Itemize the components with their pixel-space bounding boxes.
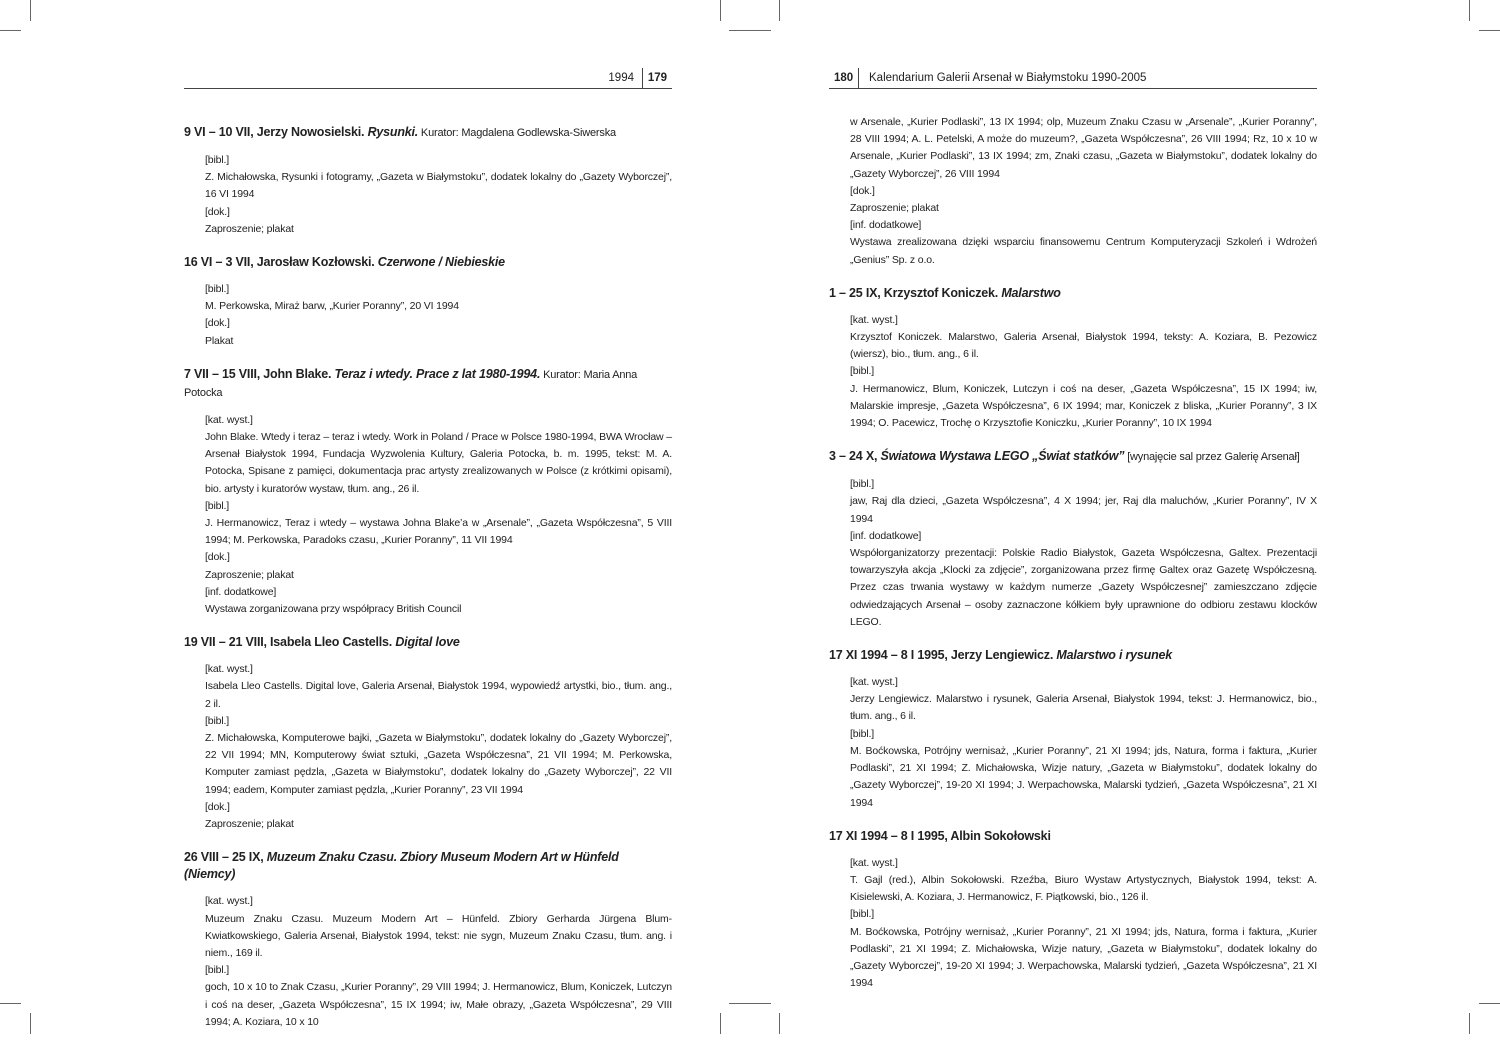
entry-title [184, 634, 672, 651]
section-text: Wystawa zrealizowana dzięki wsparciu finansowemu Centrum Komputeryzacji Szkoleń i Wdrożeń „Genius” Sp. z o.o. [850, 236, 1317, 266]
crop-mark [1469, 0, 1470, 21]
section-text: Zaproszenie; plakat [850, 202, 939, 215]
entry-body [829, 312, 1317, 432]
entry-body [184, 661, 672, 833]
page-number: 180 [834, 72, 854, 84]
entry-title [184, 254, 672, 271]
crop-mark [1479, 30, 1500, 31]
crop-mark [0, 30, 21, 31]
section-label: [kat. wyst.] [850, 313, 898, 326]
entry-title [829, 285, 1317, 302]
crop-mark [720, 0, 721, 21]
section-label: [kat. wyst.] [850, 676, 898, 689]
entry-body [829, 476, 1317, 631]
crop-mark [729, 1003, 771, 1004]
entry-title-note: [wynajęcie sal przez Galerię Arsenał] [1124, 451, 1300, 464]
crop-mark [30, 0, 31, 21]
section-label: [bibl.] [205, 154, 230, 166]
header-divider [642, 68, 643, 88]
entry-body [829, 674, 1317, 812]
crop-mark [779, 0, 780, 21]
section-label: [kat. wyst.] [850, 856, 898, 869]
section-text: J. Hermanowicz, Blum, Koniczek, Lutczyn i coś na deser, „Gazeta Współczesna”, 15 IX 1994; iw, Malarskie impresje, „Gazeta Współczesna”, 6 IX 1994; mar, Koniczek z bliska, „Kurier Poranny”, 3 IX 1994; O. Pacewicz, Trochę o Krzysztofie Koniczku, „Kurier Poranny”, 10 IX 1994 [850, 382, 1317, 430]
section-text: Z. Michałowska, Komputerowe bajki, „Gazeta w Białymstoku”, dodatek lokalny do „Gazety Wyborczej”, 22 VII 1994; MN, Komputerowy świat sztuki, „Gazeta Współczesna”, 21 VII 1994; M. Perkowska, Komputer zamiast pędzla, „Gazeta w Białymstoku”, dodatek lokalny do „Gazety Wyborczej”, 22 VII 1994; eadem, Komputer zamiast pędzla, „Kurier Poranny”, 23 VII 1994 [205, 732, 672, 796]
exhibition-entry [829, 828, 1317, 993]
entry-body [184, 412, 672, 618]
header-divider [858, 68, 859, 88]
section-text: J. Hermanowicz, Teraz i wtedy – wystawa Johna Blake’a w „Arsenale”, „Gazeta Współczesna”, 5 VIII 1994; M. Perkowska, Paradoks czasu, „Kurier Poranny”, 11 VII 1994 [205, 517, 672, 547]
section-label: [bibl.] [205, 714, 230, 727]
page-number: 179 [647, 72, 667, 84]
section-label: [kat. wyst.] [205, 413, 253, 426]
entry-body [829, 855, 1317, 993]
entry-title-work: Światowa Wystawa LEGO „Świat statków” [880, 449, 1125, 464]
section-text: M. Perkowska, Miraż barw, „Kurier Poranny”, 20 VI 1994 [205, 300, 459, 313]
entry-title [184, 124, 672, 142]
entry-title-work: Czerwone / Niebieskie [377, 255, 505, 270]
entry-title [184, 849, 672, 883]
entry-title-main: 19 VII – 21 VIII, Isabela Lleo Castells. [184, 635, 396, 650]
crop-mark [1469, 1013, 1470, 1034]
section-text: Wystawa zorganizowana przy współpracy British Council [205, 603, 462, 616]
entry-title [829, 828, 1317, 845]
entry-title-main: 26 VIII – 25 IX, [184, 850, 267, 865]
section-label: [dok.] [205, 800, 230, 813]
section-text: Plakat [205, 334, 234, 347]
exhibition-entry [829, 285, 1317, 432]
section-label: [bibl.] [850, 365, 875, 378]
right-page-content [829, 114, 1317, 1008]
entry-title-work: Malarstwo [1001, 285, 1061, 300]
section-text: w Arsenale, „Kurier Podlaski”, 13 IX 1994; olp, Muzeum Znaku Czasu w „Arsenale”, „Kurier Poranny”, 28 VIII 1994; A. L. Petelski, A może do muzeum?, „Gazeta Współczesna”, 26 VIII 1994; Rz, 10 x 10 w Arsenale, „Kurier Podlaski”, 13 IX 1994; zm, Znaki czasu, „Gazeta w Białymstoku”, dodatek lokalny do „Gazety Wyborczej”, 26 VIII 1994 [850, 116, 1317, 180]
right-running-header [829, 68, 1317, 89]
exhibition-entry [184, 124, 672, 238]
crop-mark [1479, 1003, 1500, 1004]
entry-title-main: 17 XI 1994 – 8 I 1995, Jerzy Lengiewicz. [829, 648, 1057, 663]
section-text: M. Boćkowska, Potrójny wernisaż, „Kurier Poranny”, 21 XI 1994; jds, Natura, forma i faktura, „Kurier Podlaski”, 21 XI 1994; Z. Michałowska, Wizje natury, „Gazeta w Białymstoku”, dodatek lokalny do „Gazety Wyborczej”, 19-20 XI 1994; J. Werpachowska, Malarski tydzień, „Gazeta Współczesna”, 21 XI 1994 [850, 925, 1317, 990]
entry-title-main: 7 VII – 15 VIII, John Blake. [184, 366, 335, 381]
entry-title-main: 9 VI – 10 VII, Jerzy Nowosielski. [184, 125, 368, 139]
crop-mark [779, 1013, 780, 1034]
section-text: Z. Michałowska, Rysunki i fotogramy, „Gazeta w Białymstoku”, dodatek lokalny do „Gazety Wyborczej”, 16 VI 1994 [205, 171, 672, 201]
entry-title-main: 16 VI – 3 VII, Jarosław Kozłowski. [184, 255, 378, 270]
entry-title-note: Kurator: Maria Anna Potocka [184, 368, 638, 399]
section-label: [bibl.] [850, 908, 875, 921]
section-label: [inf. dodatkowe] [850, 219, 922, 232]
crop-mark [720, 1013, 721, 1034]
entry-title-main: 3 – 24 X, [829, 449, 881, 464]
section-text: Jerzy Lengiewicz. Malarstwo i rysunek, Galeria Arsenał, Białystok 1994, tekst: J. Hermanowicz, bio., tłum. ang., 6 il. [850, 693, 1317, 723]
left-page-content [184, 124, 672, 1047]
running-header-title: Kalendarium Galerii Arsenał w Białymstoku 1990-2005 [869, 72, 1147, 84]
section-text: John Blake. Wtedy i teraz – teraz i wtedy. Work in Poland / Prace w Polsce 1980-1994, BWA Wrocław – Arsenał Białystok 1994, Fundacja Wyzwolenia Kultury, Galeria Potocka, b. m. 1995, tekst: M. A. Potocka, Spisane z pamięci, dokumentacja prac artysty zrealizowanych w Polsce (z krótkimi opisami), bio. artysty i kuratorów wystaw, tłum. ang., 26 il. [205, 431, 672, 495]
section-label: [bibl.] [205, 964, 230, 977]
section-label: [bibl.] [850, 478, 875, 491]
section-text: Isabela Lleo Castells. Digital love, Galeria Arsenał, Białystok 1994, wypowiedź artystki, bio., tłum. ang., 2 il. [205, 680, 672, 710]
section-text: Zaproszenie; plakat [205, 568, 294, 581]
section-text: Krzysztof Koniczek. Malarstwo, Galeria Arsenał, Białystok 1994, teksty: A. Koziara, B. Pezowicz (wiersz), bio., tłum. ang., 6 il. [850, 331, 1317, 361]
exhibition-entry [184, 849, 672, 1031]
entry-body [184, 152, 672, 238]
section-label: [kat. wyst.] [205, 895, 253, 908]
entry-title-main: 1 – 25 IX, Krzysztof Koniczek. [829, 285, 1002, 300]
entry-title [184, 366, 672, 402]
entry-title-work: Rysunki. [367, 125, 419, 139]
entry-title-work: Malarstwo i rysunek [1056, 648, 1173, 663]
section-label: [kat. wyst.] [205, 663, 253, 676]
exhibition-entry [184, 366, 672, 618]
section-label: [dok.] [205, 551, 230, 564]
entry-title-work: Teraz i wtedy. Prace z lat 1980-1994. [334, 366, 541, 381]
section-text: jaw, Raj dla dzieci, „Gazeta Współczesna”, 4 X 1994; jer, Raj dla maluchów, „Kurier Poranny”, IV X 1994 [850, 495, 1317, 525]
exhibition-entry [184, 254, 672, 350]
entry-title [829, 448, 1317, 466]
entry-title-work: Digital love [395, 635, 460, 650]
entry-body [184, 893, 672, 1031]
section-label: [dok.] [205, 317, 230, 330]
running-header-year: 1994 [608, 72, 634, 84]
entry-title-main: 17 XI 1994 – 8 I 1995, Albin Sokołowski [829, 828, 1051, 843]
section-text: T. Gajl (red.), Albin Sokołowski. Rzeźba, Biuro Wystaw Artystycznych, Białystok 1994, tekst: A. Kisielewski, A. Koziara, J. Hermanowicz, F. Piątkowski, bio., 126 il. [850, 873, 1317, 904]
exhibition-entry [829, 448, 1317, 631]
section-text: Muzeum Znaku Czasu. Muzeum Modern Art – Hünfeld. Zbiory Gerharda Jürgena Blum-Kwiatkowskiego, Galeria Arsenał, Białystok 1994, tekst: nie sygn, Muzeum Znaku Czasu, tłum. ang. i niem., 169 il. [205, 912, 672, 959]
section-label: [bibl.] [850, 727, 875, 740]
crop-mark [30, 1013, 31, 1034]
section-text: Zaproszenie; plakat [205, 818, 294, 831]
entry-title-note: Kurator: Magdalena Godlewska-Siwerska [418, 127, 616, 139]
section-label: [inf. dodatkowe] [850, 529, 922, 542]
exhibition-entry [184, 634, 672, 833]
entry-body [184, 281, 672, 350]
section-text: goch, 10 x 10 to Znak Czasu, „Kurier Poranny”, 29 VIII 1994; J. Hermanowicz, Blum, Koniczek, Lutczyn i coś na deser, „Gazeta Współczesna”, 15 IX 1994; iw, Małe obrazy, „Gazeta Współczesna”, 29 VIII 1994; A. Koziara, 10 x 10 [205, 981, 672, 1028]
crop-mark [729, 30, 771, 31]
entry-title [829, 647, 1317, 664]
section-label: [bibl.] [205, 499, 230, 512]
section-label: [inf. dodatkowe] [205, 585, 277, 598]
section-text: M. Boćkowska, Potrójny wernisaż, „Kurier Poranny”, 21 XI 1994; jds, Natura, forma i faktura, „Kurier Podlaski”, 21 XI 1994; Z. Michałowska, Wizje natury, „Gazeta w Białymstoku”, dodatek lokalny do „Gazety Wyborczej”, 19-20 XI 1994; J. Werpachowska, Malarski tydzień, „Gazeta Współczesna”, 21 XI 1994 [850, 744, 1317, 809]
section-text: Współorganizatorzy prezentacji: Polskie Radio Białystok, Gazeta Współczesna, Galtex. Prezentacji towarzyszyła akcja „Klocki za zdjęcie”, zorganizowana przez firmę Galtex oraz Gazetę Współczesną. Przez czas trwania wystawy w każdym numerze „Gazety Współczesnej” zamieszczano zdjęcie odwiedzających Arsenał – osoby zaznaczone kółkiem były uprawnione do odbioru zestawu klocków LEGO. [850, 547, 1317, 628]
section-label: [dok.] [205, 205, 230, 218]
left-running-header [184, 68, 672, 89]
exhibition-entry [829, 647, 1317, 812]
continuation-block [829, 114, 1317, 269]
section-label: [bibl.] [205, 283, 230, 296]
crop-mark [0, 1003, 21, 1004]
section-label: [dok.] [850, 184, 875, 197]
section-text: Zaproszenie; plakat [205, 222, 294, 235]
entry-title-work: Muzeum Znaku Czasu. Zbiory Museum Modern Art w Hünfeld (Niemcy) [184, 850, 619, 882]
